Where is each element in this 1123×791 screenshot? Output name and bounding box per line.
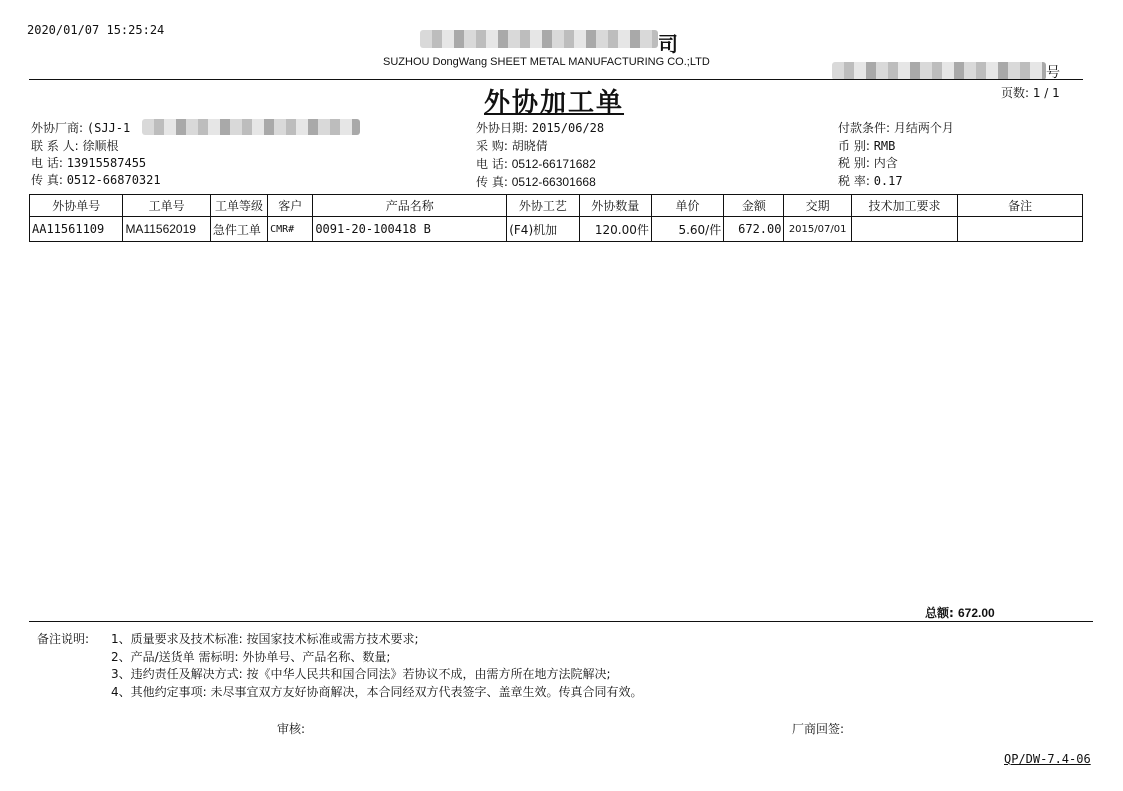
total-rule (29, 621, 1093, 622)
cell-unit-price: 5.60/件 (651, 217, 723, 242)
tax-value: 内含 (873, 156, 898, 170)
document-title: 外协加工单 (484, 88, 625, 118)
payment-value: 月结两个月 (893, 121, 954, 135)
currency-value: RMB (873, 139, 896, 153)
cell-customer: CMR# (268, 217, 313, 242)
table-row (30, 217, 1083, 242)
contact-row (31, 137, 119, 154)
tax-label: 税 别: (838, 156, 870, 170)
total-row (925, 604, 995, 621)
vendor-reply-label: 厂商回签: (792, 722, 845, 736)
phone-label: 电 话: (31, 156, 63, 170)
taxrate-label: 税 率: (838, 174, 870, 188)
col-header-tech-requirement: 技术加工要求 (851, 195, 958, 217)
vendor-value: (SJJ-1 (86, 121, 131, 135)
cell-order-level: 急件工单 (210, 217, 267, 242)
phone-row (31, 154, 146, 171)
col-header-order-level: 工单等级 (210, 195, 267, 217)
fax2-value: 0512-66301668 (511, 175, 596, 189)
company-english-name: SUZHOU DongWang SHEET METAL MANUFACTURING CO.;LTD (383, 56, 710, 68)
header-rule (29, 79, 1083, 80)
taxrate-row (838, 172, 903, 189)
cell-tech-requirement (851, 217, 958, 242)
cell-amount: 672.00 (724, 217, 784, 242)
cell-quantity: 120.00件 (579, 217, 651, 242)
form-code: QP/DW-7.4-06 (1004, 752, 1091, 766)
vendor-row (31, 119, 130, 136)
cell-work-order-no: MA11562019 (123, 217, 210, 242)
note-item-3: 3、违约责任及解决方式: 按《中华人民共和国合同法》若协议不成，由需方所在地方法院解决; (111, 667, 611, 681)
phone-value: 13915587455 (66, 156, 147, 170)
buyer-label: 采 购: (476, 139, 508, 153)
col-header-amount: 金额 (724, 195, 784, 217)
note-item-4: 4、其他约定事项: 未尽事宜双方友好协商解决，本合同经双方代表签字、盖章生效。传真合同有效。 (111, 685, 643, 699)
contact-label: 联 系 人: (31, 139, 79, 153)
currency-label: 币 别: (838, 139, 870, 153)
vendor-label: 外协厂商: (31, 121, 84, 135)
col-header-customer: 客户 (268, 195, 313, 217)
taxrate-value: 0.17 (873, 174, 903, 188)
fax-row (31, 171, 161, 188)
col-header-work-order-no: 工单号 (123, 195, 210, 217)
cell-outsource-no: AA11561109 (30, 217, 123, 242)
fax-value: 0512-66870321 (66, 173, 161, 187)
fax2-row (476, 173, 596, 190)
redacted-company-name (420, 30, 658, 48)
items-table (29, 194, 1083, 242)
phone2-row (476, 155, 596, 172)
redacted-vendor-name (142, 119, 360, 135)
notes-label: 备注说明: (37, 632, 90, 646)
page-counter: 页数: 1 / 1 (1001, 86, 1060, 100)
col-header-quantity: 外协数量 (579, 195, 651, 217)
col-header-remarks: 备注 (958, 195, 1083, 217)
fax2-label: 传 真: (476, 175, 508, 189)
date-row (476, 119, 604, 136)
payment-label: 付款条件: (838, 121, 891, 135)
currency-row (838, 137, 895, 154)
col-header-product-name: 产品名称 (313, 195, 507, 217)
col-header-process: 外协工艺 (507, 195, 579, 217)
col-header-unit-price: 单价 (651, 195, 723, 217)
table-header-row (30, 195, 1083, 217)
buyer-row (476, 137, 548, 154)
payment-row (838, 119, 954, 136)
fax-label: 传 真: (31, 173, 63, 187)
phone2-value: 0512-66171682 (511, 157, 596, 171)
redacted-doc-number (832, 62, 1046, 80)
tax-row (838, 154, 898, 171)
col-header-due-date: 交期 (784, 195, 851, 217)
doc-number-suffix: 号 (1046, 65, 1060, 81)
note-item-2: 2、产品/送货单 需标明: 外协单号、产品名称、数量; (111, 650, 391, 664)
total-label: 总额: (925, 606, 954, 620)
note-item-1: 1、质量要求及技术标准: 按国家技术标准或需方技术要求; (111, 632, 419, 646)
print-timestamp: 2020/01/07 15:25:24 (27, 23, 165, 37)
buyer-value: 胡晓倩 (511, 139, 548, 153)
cell-product-name: 0091-20-100418 B (313, 217, 507, 242)
phone2-label: 电 话: (476, 157, 508, 171)
date-value: 2015/06/28 (531, 121, 605, 135)
review-label: 审核: (277, 722, 306, 736)
total-value: 672.00 (958, 606, 995, 620)
contact-value: 徐顺根 (82, 139, 119, 153)
cell-process: (F4)机加 (507, 217, 579, 242)
cell-due-date: 2015/07/01 (784, 217, 851, 242)
company-name-suffix: 司 (658, 32, 678, 56)
col-header-outsource-no: 外协单号 (30, 195, 123, 217)
date-label: 外协日期: (476, 121, 529, 135)
cell-remarks (958, 217, 1083, 242)
